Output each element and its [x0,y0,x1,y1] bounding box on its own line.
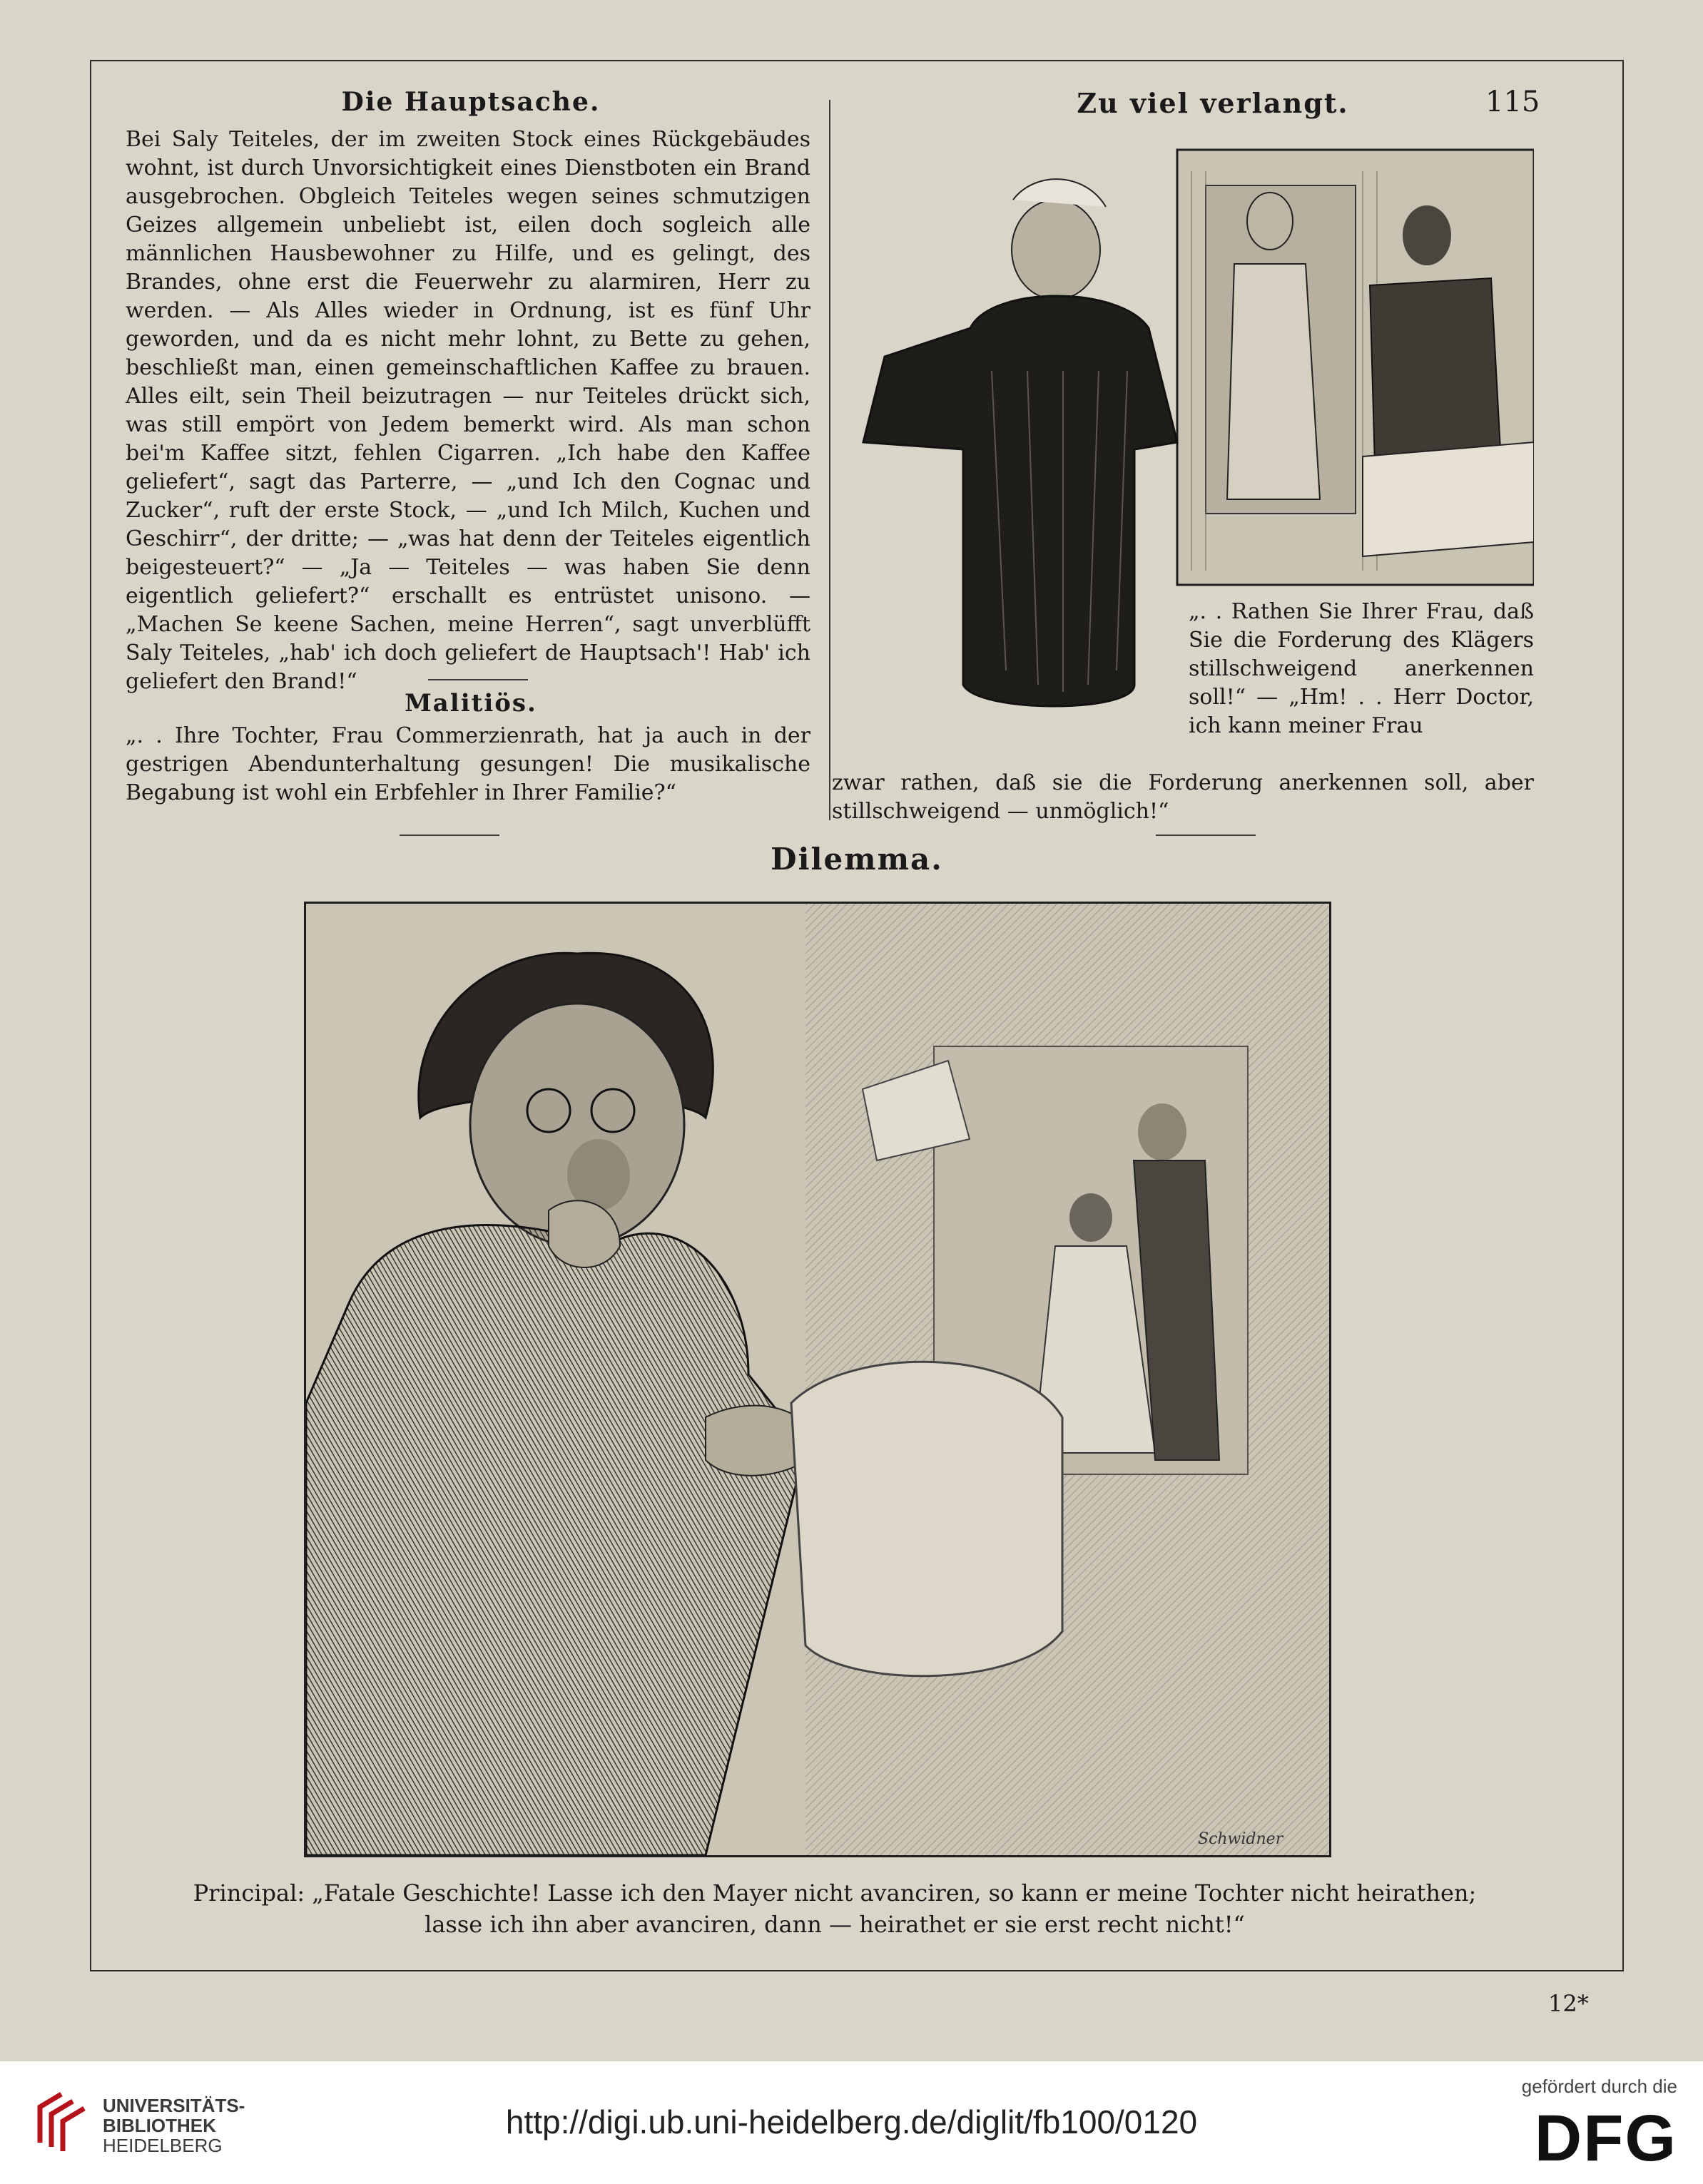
dfg-logo: DFG [1534,2102,1677,2175]
library-line-1: UNIVERSITÄTS- [103,2095,245,2116]
library-line-2: BIBLIOTHEK [103,2115,216,2136]
dfg-funding-logo[interactable] [1506,2076,1677,2175]
library-line-3: HEIDELBERG [103,2135,223,2156]
hauptsache-body [126,126,810,696]
hauptsache-title: Die Hauptsache. [341,87,601,117]
malitios-title: Malitiös. [405,689,537,718]
zu-viel-verlangt-caption-wide [832,769,1534,826]
zu-viel-verlangt-title: Zu viel verlangt. [1077,87,1349,119]
signature-mark: 12* [1548,1990,1589,2017]
dilemma-lithograph [306,904,1329,1855]
zu-viel-verlangt-caption-narrow: „. . Rathen Sie Ihrer Frau, daß Sie die Forderung des Klägers stillschweigend anerkennen soll!“ — „Hm! . . Herr Doctor, ich kann meiner Frau [1189,599,1534,738]
source-url-link[interactable]: http://digi.ub.uni-heidelberg.de/diglit/fb100/0120 [505,2103,1198,2140]
hauptsache-end-rule [428,679,528,680]
dilemma-caption [164,1877,1505,1940]
page-number: 115 [1485,86,1540,118]
dilemma-caption-text: Principal: „Fatale Geschichte! Lasse ich den Mayer nicht avanciren, so kann er meine Tochter nicht heirathen; lasse ich ihn aber avanciren, dann — heirathet er sie erst recht nicht!“ [193,1879,1477,1938]
dilemma-title: Dilemma. [771,842,943,877]
artist-signature: Schwidner [1198,1830,1283,1848]
left-column-end-rule [400,835,499,836]
malitios-paragraph: „. . Ihre Tochter, Frau Commerzienrath, hat ja auch in der gestrigen Abendunterhaltung gesungen! Die musikalische Begabung ist wohl ein Erbfehler in Ihrer Familie?“ [126,723,810,805]
right-column-end-rule [1156,835,1256,836]
dilemma-illustration [304,902,1331,1857]
zu-viel-verlangt-caption-box [1177,598,1534,740]
column-divider [829,100,830,820]
malitios-body [126,722,810,807]
funding-text: gefördert durch die [1521,2076,1677,2097]
digitization-footer [0,2061,1703,2184]
hauptsache-paragraph: Bei Saly Teiteles, der im zweiten Stock eines Rückgebäudes wohnt, ist durch Unvorsichtigkeit eines Dienstboten ein Brand ausgebrochen. Obgleich Teiteles wegen seines schmutzigen Geizes allgemein unbeliebt ist, eilen doch sogleich alle männlichen Hausbewohner zu Hilfe, und es gelingt, des Brandes, ohne erst die Feuerwehr zu alarmiren, Herr zu werden. — Als Alles wieder in Ordnung, ist es fünf Uhr geworden, und da es nicht mehr lohnt, zu Bette zu gehen, beschließt man, einen gemeinschaftlichen Kaffee zu brauen. Alles eilt, sein Theil beizutragen — nur Teiteles drückt sich, was still empört von Jedem bemerkt wird. Als man schon bei'm Kaffee sitzt, fehlen Cigarren. „Ich habe den Kaffee geliefert“, sagt das Parterre, — „und Ich den Cognac und Zucker“, ruft der erste Stock, — „und Ich Milch, Kuchen und Geschirr“, der dritte; — „was hat denn der Teiteles eigentlich beigesteuert?“ — „Ja — Teiteles — was haben Sie denn eigentlich geliefert?“ erschallt es entrüstet unisono. — „Machen Se keene Sachen, meine Herren“, sagt unverblüfft Saly Teiteles, „hab' ich doch geliefert de Hauptsach'! Hab' ich geliefert den Brand!“ [126,127,810,694]
zu-viel-verlangt-caption-end: zwar rathen, daß sie die Forderung anerkennen soll, aber stillschweigend — unmöglich!“ [832,770,1534,824]
